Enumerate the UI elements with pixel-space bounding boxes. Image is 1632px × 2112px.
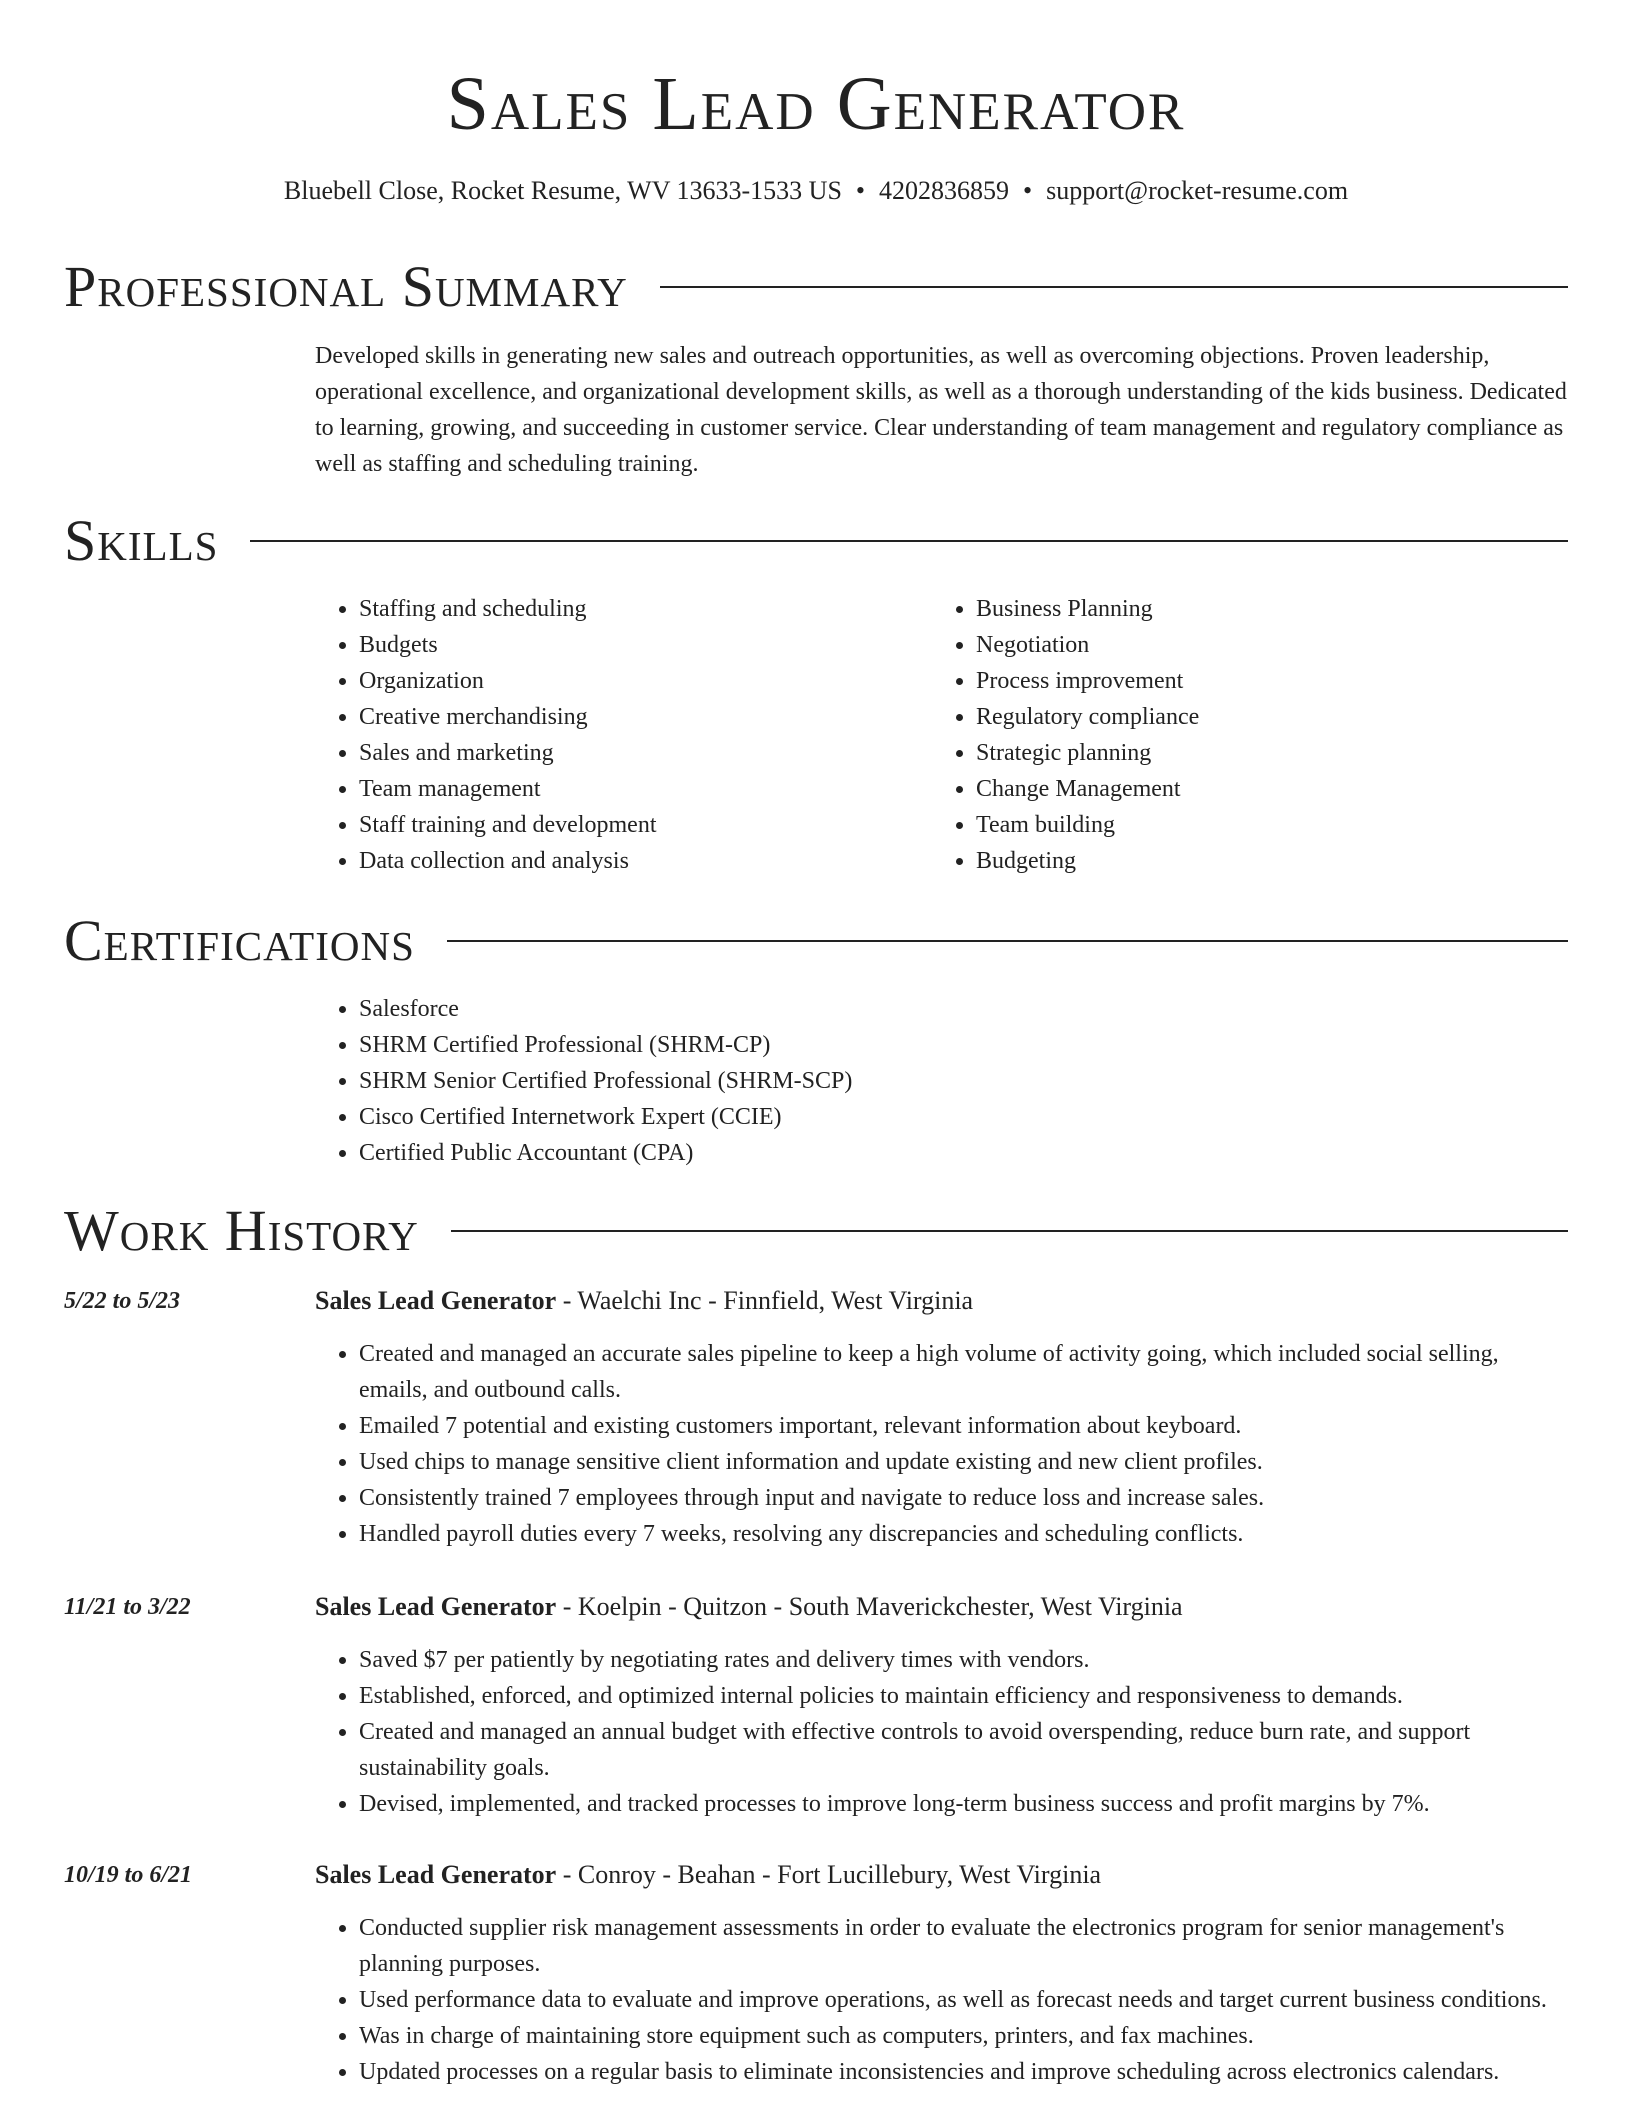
job-dates: 5/22 to 5/23	[64, 1288, 181, 1314]
job-bullets	[315, 1642, 1568, 1822]
candidate-name: Sales Lead Generator	[446, 62, 1186, 146]
job-bullets	[315, 1336, 1568, 1552]
list-item: • Process improvement	[976, 663, 1199, 699]
address: Bluebell Close, Rocket Resume, WV 13633-1533 US	[283, 176, 842, 205]
list-item: • Team building	[976, 807, 1199, 843]
section-heading: Skills	[64, 508, 219, 573]
summary-text: Developed skills in generating new sales and outreach opportunities, as well as overcoming objections. Proven leadership, operational excellence, and organizational development skills, as well as a thorough understanding of the kids business. Dedicated to learning, growing, and succeeding in customer service. Clear understanding of team management and regulatory compliance as well as staffing and scheduling training.	[315, 343, 1567, 477]
job-company: - Koelpin - Quitzon - South Maverickchester, West Virginia	[556, 1592, 1183, 1621]
list-item: • Used performance data to evaluate and improve operations, as well as forecast needs and target current business conditions.	[359, 1982, 1568, 2018]
list-item: • Sales and marketing	[359, 735, 656, 771]
list-item: • Handled payroll duties every 7 weeks, resolving any discrepancies and scheduling conflicts.	[359, 1516, 1568, 1552]
list-item: • Staff training and development	[359, 807, 656, 843]
job-heading	[315, 1589, 1183, 1625]
list-item: • Devised, implemented, and tracked processes to improve long-term business success and profit margins by 7%.	[359, 1786, 1568, 1822]
list-item: • Salesforce	[359, 991, 852, 1027]
job-company: - Conroy - Beahan - Fort Lucillebury, West Virginia	[556, 1860, 1102, 1889]
list-item: • Negotiation	[976, 627, 1199, 663]
list-item: • SHRM Certified Professional (SHRM-CP)	[359, 1027, 852, 1063]
list-item: • Staffing and scheduling	[359, 591, 656, 627]
list-item: • Updated processes on a regular basis to eliminate inconsistencies and improve scheduling across electronics calendars.	[359, 2054, 1568, 2090]
list-item: • Business Planning	[976, 591, 1199, 627]
list-item: • Budgets	[359, 627, 656, 663]
contact-line	[0, 176, 1632, 206]
list-item: • Created and managed an accurate sales pipeline to keep a high volume of activity going, which included social selling, emails, and outbound calls.	[359, 1336, 1568, 1408]
section-heading: Work History	[64, 1198, 419, 1263]
certifications	[315, 991, 852, 1171]
list-item: • Data collection and analysis	[359, 843, 656, 879]
list-item: • Strategic planning	[976, 735, 1199, 771]
job-dates: 10/19 to 6/21	[64, 1862, 193, 1888]
job-heading	[315, 1283, 973, 1319]
separator: •	[855, 176, 866, 205]
job-company: - Waelchi Inc - Finnfield, West Virginia	[556, 1286, 974, 1315]
section-heading: Certifications	[64, 908, 415, 973]
job-title: Sales Lead Generator	[315, 1860, 557, 1889]
skills-list-left	[315, 591, 656, 879]
list-item: • Team management	[359, 771, 656, 807]
list-item: • SHRM Senior Certified Professional (SHRM-SCP)	[359, 1063, 852, 1099]
list-item: • Emailed 7 potential and existing customers important, relevant information about keyboard.	[359, 1408, 1568, 1444]
certifications-list	[315, 991, 852, 1171]
list-item: • Cisco Certified Internetwork Expert (CCIE)	[359, 1099, 852, 1135]
section-skills	[64, 506, 1568, 576]
skills-list-right	[932, 591, 1199, 879]
section-certifications	[64, 906, 1568, 976]
list-item: • Certified Public Accountant (CPA)	[359, 1135, 852, 1171]
list-item: • Budgeting	[976, 843, 1199, 879]
list-item: • Regulatory compliance	[976, 699, 1199, 735]
list-item: • Was in charge of maintaining store equipment such as computers, printers, and fax machines.	[359, 2018, 1568, 2054]
section-divider	[250, 540, 1568, 542]
list-item: • Conducted supplier risk management assessments in order to evaluate the electronics program for senior management's planning purposes.	[359, 1910, 1568, 1982]
section-divider	[660, 286, 1568, 288]
job-bullets	[315, 1910, 1568, 2090]
separator: •	[1023, 176, 1033, 205]
job-title: Sales Lead Generator	[315, 1592, 557, 1621]
skills-right-column	[932, 591, 1199, 879]
skills-left-column	[315, 591, 656, 879]
list-item: • Established, enforced, and optimized internal policies to maintain efficiency and responsiveness to demands.	[359, 1678, 1568, 1714]
phone: 4202836859	[879, 176, 1010, 205]
email-link[interactable]: support@rocket-resume.com	[1046, 176, 1349, 205]
section-professional-summary	[64, 252, 1568, 322]
list-item: • Change Management	[976, 771, 1199, 807]
job-heading	[315, 1857, 1101, 1893]
section-divider	[451, 1230, 1568, 1232]
section-divider	[447, 940, 1568, 942]
list-item: • Used chips to manage sensitive client information and update existing and new client profiles.	[359, 1444, 1568, 1480]
list-item: • Saved $7 per patiently by negotiating rates and delivery times with vendors.	[359, 1642, 1568, 1678]
job-dates: 11/21 to 3/22	[64, 1594, 191, 1620]
list-item: • Created and managed an annual budget with effective controls to avoid overspending, reduce burn rate, and support sustainability goals.	[359, 1714, 1568, 1786]
list-item: • Creative merchandising	[359, 699, 656, 735]
section-heading: Professional Summary	[64, 254, 628, 319]
section-work-history	[64, 1196, 1568, 1266]
job-title: Sales Lead Generator	[315, 1286, 557, 1315]
list-item: • Consistently trained 7 employees through input and navigate to reduce loss and increase sales.	[359, 1480, 1568, 1516]
list-item: • Organization	[359, 663, 656, 699]
